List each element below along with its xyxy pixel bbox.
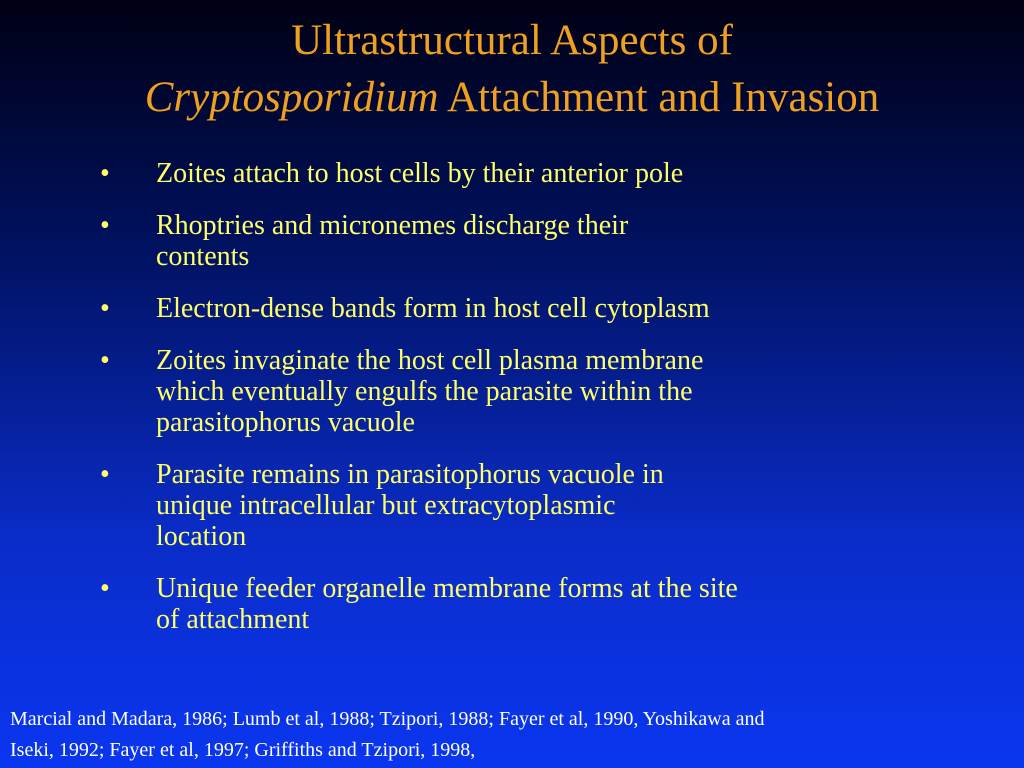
bullet-item bbox=[100, 293, 900, 324]
slide-title bbox=[0, 12, 1024, 126]
citation-footnote: Marcial and Madara, 1986; Lumb et al, 1988; Tzipori, 1988; Fayer et al, 1990, Yoshikawa and Iseki, 1992; Fayer et al, 1997; Griffiths and Tzipori, 1998, bbox=[10, 708, 765, 761]
bullet-text: Electron-dense bands form in host cell cytoplasm bbox=[156, 293, 710, 324]
bullet-item bbox=[100, 158, 900, 189]
bullet-text: Parasite remains in parasitophorus vacuole in unique intracellular but extracytoplasmic location bbox=[156, 459, 664, 552]
slide-title-line-2-rest: Attachment and Invasion bbox=[438, 74, 880, 121]
slide-title-italic-term: Cryptosporidium bbox=[144, 74, 439, 121]
slide-title-line-2 bbox=[0, 69, 1024, 126]
slide-title-line-1: Ultrastructural Aspects of bbox=[291, 17, 733, 64]
bullet-marker: • bbox=[100, 158, 110, 189]
bullet-item bbox=[100, 345, 900, 438]
bullet-item bbox=[100, 459, 900, 552]
bullet-marker: • bbox=[100, 293, 110, 324]
bullet-marker: • bbox=[100, 573, 110, 604]
bullet-marker: • bbox=[100, 459, 110, 490]
bullet-text: Zoites attach to host cells by their anterior pole bbox=[156, 158, 684, 189]
bullet-item bbox=[100, 573, 900, 635]
bullet-item bbox=[100, 210, 900, 272]
bullet-list bbox=[100, 158, 900, 656]
bullet-text: Rhoptries and micronemes discharge their contents bbox=[156, 210, 629, 272]
bullet-text: Unique feeder organelle membrane forms at the site of attachment bbox=[156, 573, 738, 635]
bullet-marker: • bbox=[100, 345, 110, 376]
bullet-marker: • bbox=[100, 210, 110, 241]
bullet-text: Zoites invaginate the host cell plasma membrane which eventually engulfs the parasite within the parasitophorus vacuole bbox=[156, 345, 704, 438]
